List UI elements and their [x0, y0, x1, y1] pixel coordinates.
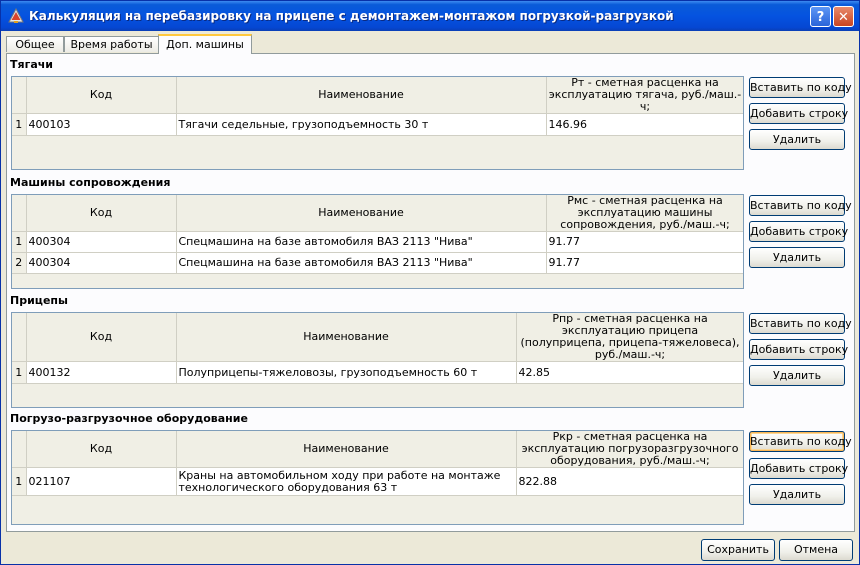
cell-name[interactable]: Спецмашина на базе автомобиля ВАЗ 2113 "Нива"	[176, 232, 546, 253]
row-number: 1	[12, 232, 26, 253]
table-row[interactable]	[12, 362, 744, 384]
cell-price[interactable]: 42.85	[516, 362, 744, 384]
add-row-button[interactable]: Добавить строку	[749, 458, 845, 479]
column-header-price[interactable]: Рт - сметная расценка на эксплуатацию тягача, руб./маш.-ч;	[546, 77, 744, 114]
cell-price[interactable]: 146.96	[546, 114, 744, 136]
delete-button[interactable]: Удалить	[749, 247, 845, 268]
column-header-price[interactable]: Рмс - сметная расценка на эксплуатацию машины сопровождения, руб./маш.-ч;	[546, 195, 744, 232]
cell-code[interactable]: 400304	[26, 253, 176, 274]
column-header-name[interactable]: Наименование	[176, 195, 546, 232]
trailers-grid	[11, 312, 744, 408]
column-header-code[interactable]: Код	[26, 313, 176, 362]
tractors-grid	[11, 76, 744, 170]
add-row-button[interactable]: Добавить строку	[749, 339, 845, 360]
insert-by-code-button[interactable]: Вставить по коду	[749, 77, 845, 98]
escort-grid	[11, 194, 744, 289]
table-row[interactable]	[12, 468, 744, 496]
tab-general[interactable]: Общее	[6, 36, 64, 52]
section-title-loading-equipment: Погрузо-разгрузочное оборудование	[10, 412, 248, 425]
delete-button[interactable]: Удалить	[749, 484, 845, 505]
delete-button[interactable]: Удалить	[749, 129, 845, 150]
row-number: 1	[12, 114, 26, 136]
insert-by-code-button[interactable]: Вставить по коду	[749, 313, 845, 334]
cancel-button[interactable]: Отмена	[779, 539, 853, 561]
cell-name[interactable]: Тягачи седельные, грузоподъемность 30 т	[176, 114, 546, 136]
grid-corner	[12, 77, 26, 114]
column-header-name[interactable]: Наименование	[176, 313, 516, 362]
row-number: 1	[12, 362, 26, 384]
insert-by-code-button[interactable]: Вставить по коду	[749, 431, 845, 452]
help-button[interactable]: ?	[810, 6, 831, 27]
cell-price[interactable]: 91.77	[546, 232, 744, 253]
cell-code[interactable]: 400304	[26, 232, 176, 253]
loading-equipment-grid	[11, 430, 744, 525]
cell-code[interactable]: 021107	[26, 468, 176, 496]
row-number: 1	[12, 468, 26, 496]
title-bar[interactable]	[1, 1, 859, 31]
add-row-button[interactable]: Добавить строку	[749, 103, 845, 124]
section-title-escort: Машины сопровождения	[10, 176, 171, 189]
cell-code[interactable]: 400103	[26, 114, 176, 136]
section-title-trailers: Прицепы	[10, 294, 68, 307]
cell-name[interactable]: Полуприцепы-тяжеловозы, грузоподъемность 60 т	[176, 362, 516, 384]
app-icon	[8, 8, 24, 24]
column-header-code[interactable]: Код	[26, 77, 176, 114]
tab-work-time[interactable]: Время работы	[64, 36, 159, 52]
column-header-price[interactable]: Ркр - сметная расценка на эксплуатацию погрузоразгрузочного оборудования, руб./маш.-ч;	[516, 431, 744, 468]
save-button[interactable]: Сохранить	[701, 539, 775, 561]
column-header-code[interactable]: Код	[26, 195, 176, 232]
insert-by-code-button[interactable]: Вставить по коду	[749, 195, 845, 216]
column-header-price[interactable]: Рпр - сметная расценка на эксплуатацию прицепа (полуприцепа, прицепа-тяжеловеса), руб./маш.-ч;	[516, 313, 744, 362]
column-header-name[interactable]: Наименование	[176, 77, 546, 114]
row-number: 2	[12, 253, 26, 274]
tab-extra-machines[interactable]: Доп. машины	[158, 34, 252, 54]
window-title: Калькуляция на перебазировку на прицепе с демонтажем-монтажом погрузкой-разгрузкой	[29, 9, 674, 23]
close-button[interactable]: ✕	[833, 6, 854, 27]
grid-corner	[12, 431, 26, 468]
table-row[interactable]	[12, 253, 744, 274]
column-header-name[interactable]: Наименование	[176, 431, 516, 468]
table-row[interactable]	[12, 114, 744, 136]
cell-name[interactable]: Спецмашина на базе автомобиля ВАЗ 2113 "Нива"	[176, 253, 546, 274]
section-title-tractors: Тягачи	[10, 58, 53, 71]
table-row[interactable]	[12, 232, 744, 253]
delete-button[interactable]: Удалить	[749, 365, 845, 386]
cell-price[interactable]: 822.88	[516, 468, 744, 496]
cell-code[interactable]: 400132	[26, 362, 176, 384]
grid-corner	[12, 313, 26, 362]
column-header-code[interactable]: Код	[26, 431, 176, 468]
grid-corner	[12, 195, 26, 232]
add-row-button[interactable]: Добавить строку	[749, 221, 845, 242]
cell-name[interactable]: Краны на автомобильном ходу при работе на монтаже технологического оборудования 63 т	[176, 468, 516, 496]
cell-price[interactable]: 91.77	[546, 253, 744, 274]
